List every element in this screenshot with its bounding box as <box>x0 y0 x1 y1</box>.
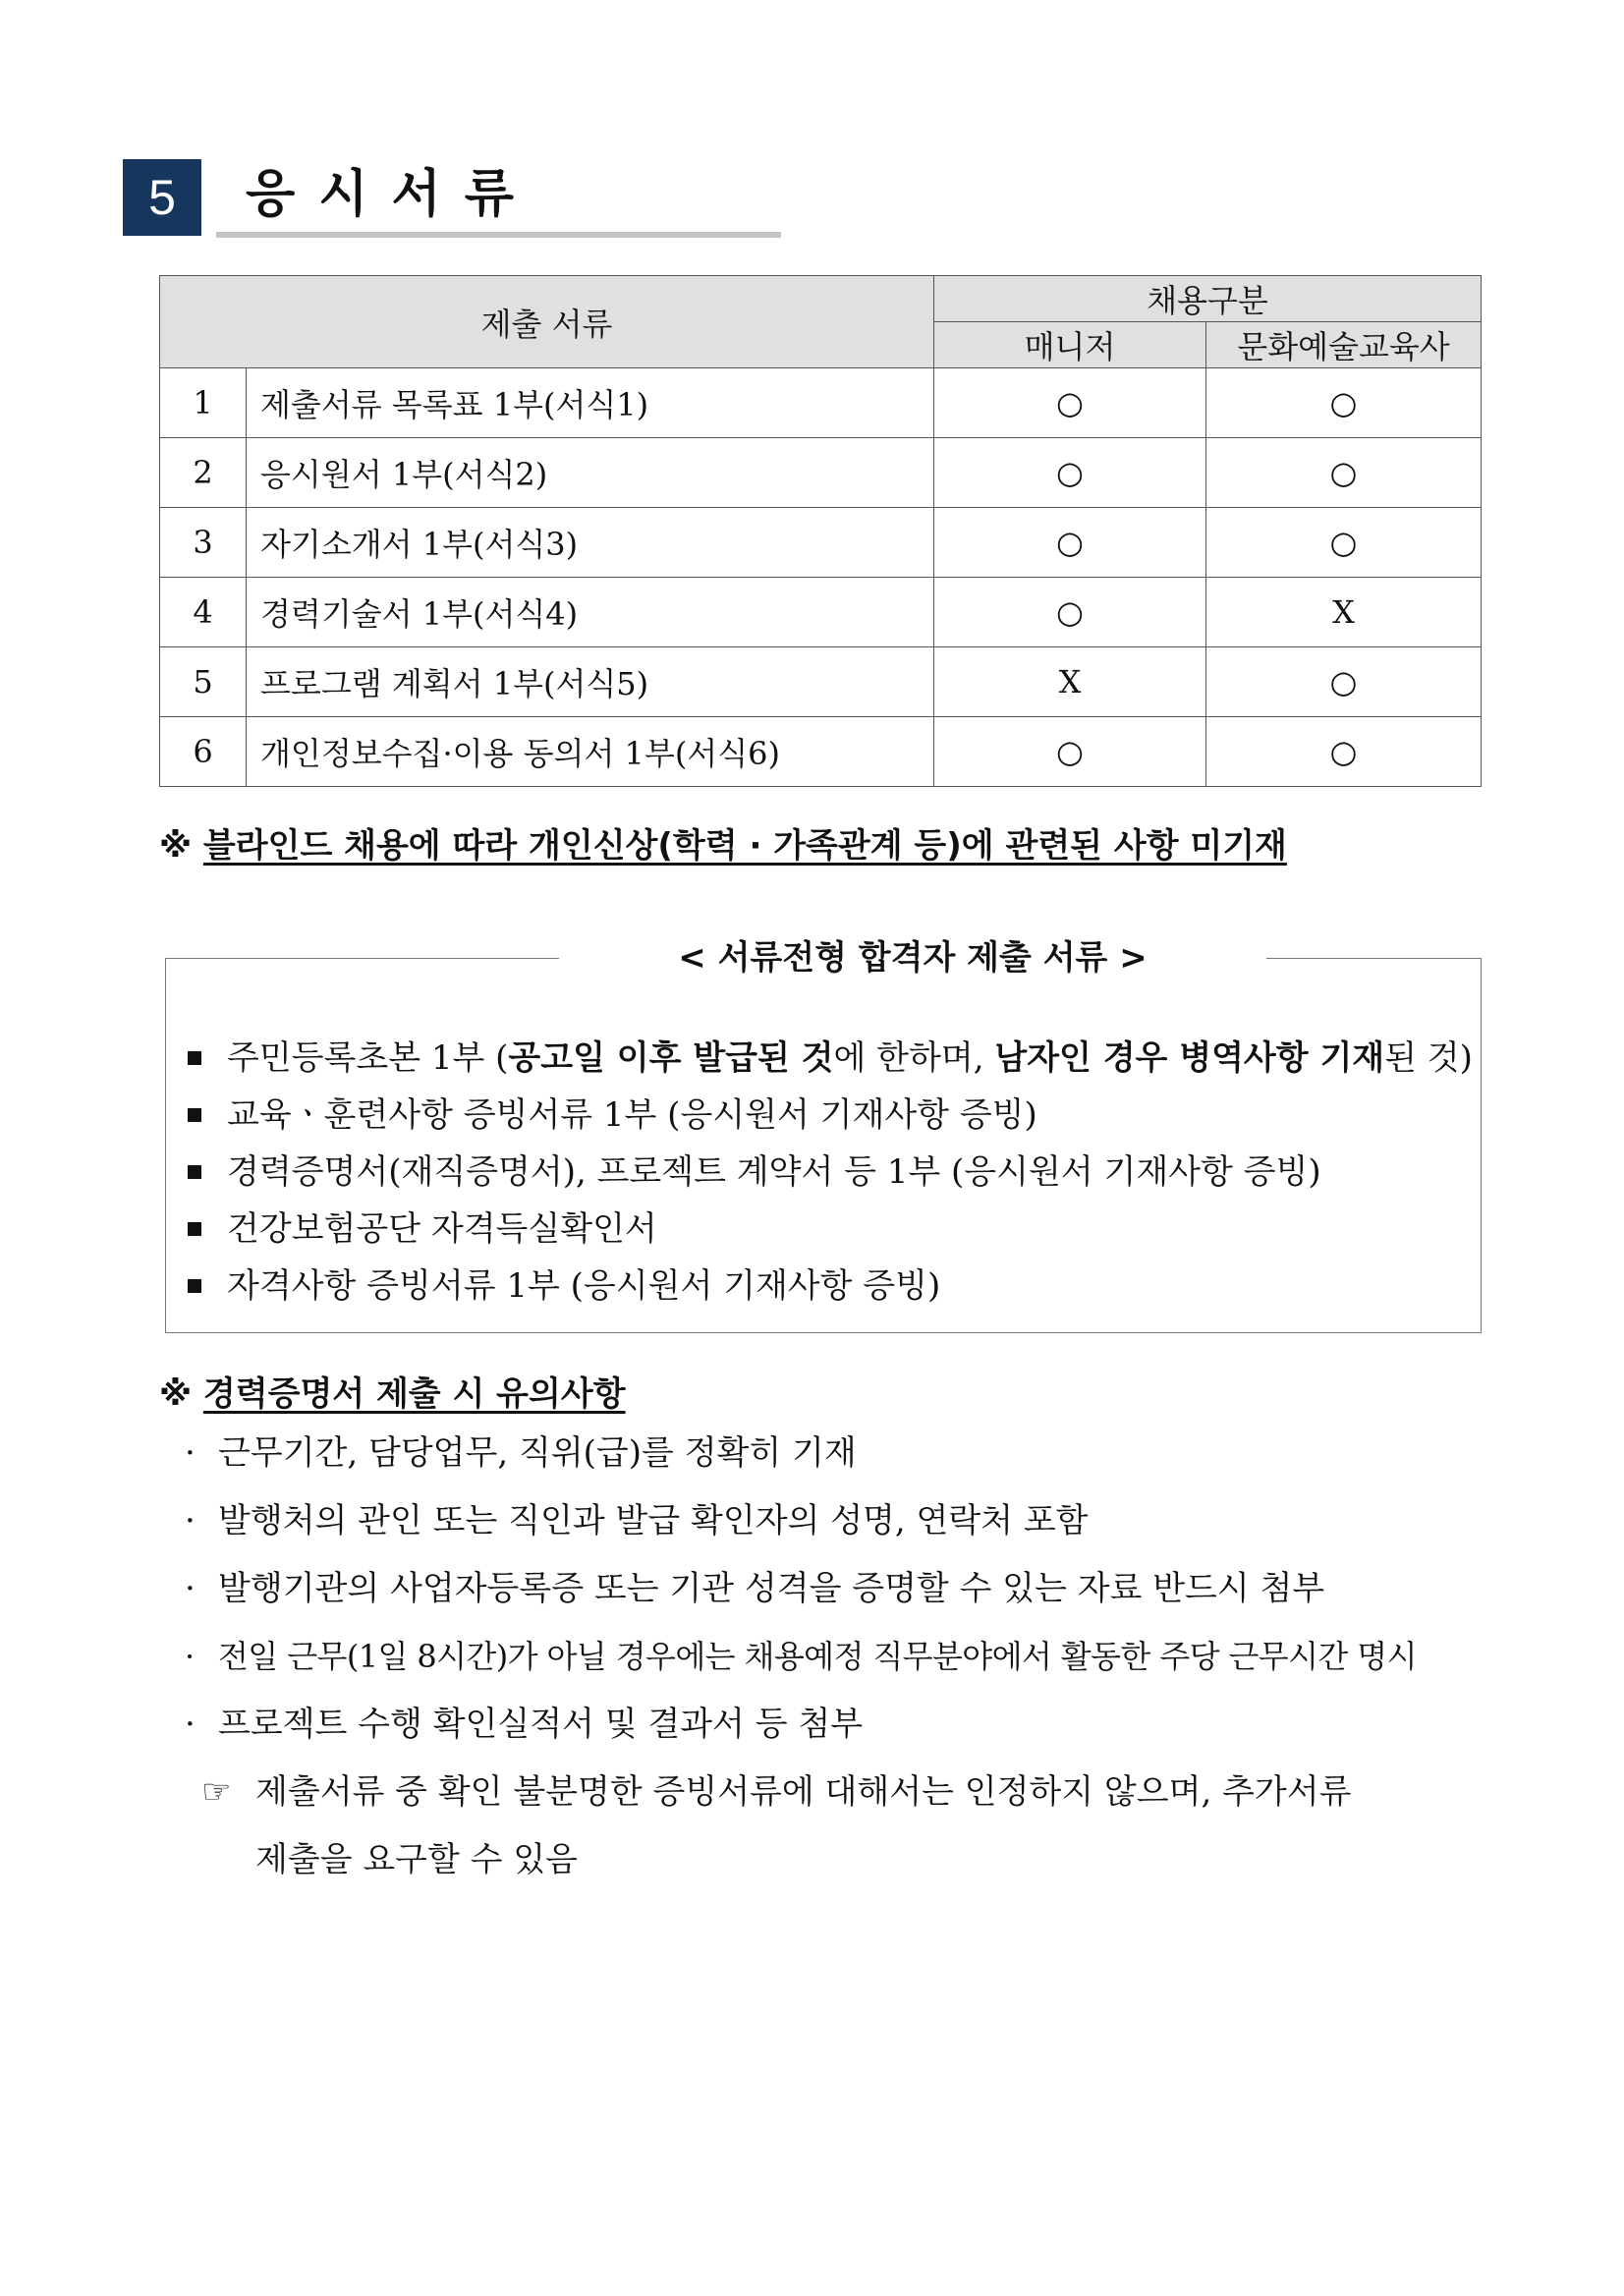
list-item: · 발행기관의 사업자등록증 또는 기관 성격을 증명할 수 있는 자료 반드시 첨부 <box>185 1569 1325 1608</box>
pointing-hand-icon: ☞ <box>201 1772 232 1812</box>
list-item: · 프로젝트 수행 확인실적서 및 결과서 등 첨부 <box>185 1705 864 1744</box>
square-bullet-icon <box>188 1051 201 1065</box>
header-documents: 제출 서류 <box>160 276 934 368</box>
documents-table <box>159 275 1482 787</box>
blind-hiring-notice <box>159 820 1287 871</box>
teacher-mark: ○ <box>1206 717 1482 787</box>
list-item: · 근무기간, 담당업무, 직위(급)를 정확히 기재 <box>185 1433 857 1473</box>
teacher-mark: ○ <box>1206 647 1482 717</box>
row-number: 2 <box>160 438 247 508</box>
header-hiring-category: 채용구분 <box>934 276 1482 322</box>
list-item: · 전일 근무(1일 8시간)가 아닐 경우에는 채용예정 직무분야에서 활동한 주당 근무시간 명시 <box>185 1638 1417 1675</box>
list-item: 자격사항 증빙서류 1부 (응시원서 기재사항 증빙) <box>180 1258 1481 1315</box>
list-item: 건강보험공단 자격득실확인서 <box>180 1201 1481 1258</box>
row-number: 5 <box>160 647 247 717</box>
section-header <box>123 159 781 240</box>
reference-mark: ※ <box>159 826 193 866</box>
list-item: 교육ㆍ훈련사항 증빙서류 1부 (응시원서 기재사항 증빙) <box>180 1087 1481 1144</box>
career-notice-title: 경력증명서 제출 시 유의사항 <box>202 1374 626 1414</box>
passer-documents-title: < 서류전형 합격자 제출 서류 > <box>559 931 1266 984</box>
row-number: 1 <box>160 368 247 438</box>
caution-note: ☞ 제출서류 중 확인 불분명한 증빙서류에 대해서는 인정하지 않으며, 추가서류 제출을 요구할 수 있음 <box>201 1759 1351 1894</box>
header-manager: 매니저 <box>934 322 1206 368</box>
manager-mark: ○ <box>934 717 1206 787</box>
manager-mark: ○ <box>934 578 1206 647</box>
teacher-mark: ○ <box>1206 368 1482 438</box>
list-item: 경력증명서(재직증명서), 프로젝트 계약서 등 1부 (응시원서 기재사항 증빙) <box>180 1144 1481 1201</box>
manager-mark: X <box>934 647 1206 717</box>
teacher-mark: X <box>1206 578 1482 647</box>
section-title: 응시서류 <box>246 165 537 224</box>
section-number: 5 <box>123 159 201 236</box>
row-number: 6 <box>160 717 247 787</box>
passer-documents-list <box>180 1030 1481 1315</box>
table-row <box>160 508 1482 578</box>
blind-hiring-text: 블라인드 채용에 따라 개인신상(학력 · 가족관계 등)에 관련된 사항 미기재 <box>202 826 1287 866</box>
square-bullet-icon <box>188 1279 201 1293</box>
career-notice-heading <box>159 1369 626 1420</box>
reference-mark: ※ <box>159 1374 193 1414</box>
table-row <box>160 438 1482 508</box>
teacher-mark: ○ <box>1206 438 1482 508</box>
passer-documents-box <box>165 938 1482 1333</box>
row-number: 4 <box>160 578 247 647</box>
career-notice-list <box>185 1420 1417 1759</box>
header-arts-educator: 문화예술교육사 <box>1206 322 1482 368</box>
list-item: · 발행처의 관인 또는 직인과 발급 확인자의 성명, 연락처 포함 <box>185 1501 1089 1540</box>
document-name: 경력기술서 1부(서식4) <box>247 578 934 647</box>
manager-mark: ○ <box>934 368 1206 438</box>
table-row <box>160 368 1482 438</box>
square-bullet-icon <box>188 1165 201 1179</box>
teacher-mark: ○ <box>1206 508 1482 578</box>
table-row <box>160 647 1482 717</box>
document-name: 제출서류 목록표 1부(서식1) <box>247 368 934 438</box>
square-bullet-icon <box>188 1222 201 1236</box>
manager-mark: ○ <box>934 438 1206 508</box>
manager-mark: ○ <box>934 508 1206 578</box>
row-number: 3 <box>160 508 247 578</box>
section-underline <box>216 232 781 238</box>
document-name: 프로그램 계획서 1부(서식5) <box>247 647 934 717</box>
list-item: 주민등록초본 1부 (공고일 이후 발급된 것에 한하며, 남자인 경우 병역사항 기재된 것) <box>180 1030 1481 1087</box>
table-row <box>160 578 1482 647</box>
document-name: 자기소개서 1부(서식3) <box>247 508 934 578</box>
square-bullet-icon <box>188 1108 201 1122</box>
table-row <box>160 717 1482 787</box>
document-name: 응시원서 1부(서식2) <box>247 438 934 508</box>
document-name: 개인정보수집·이용 동의서 1부(서식6) <box>247 717 934 787</box>
